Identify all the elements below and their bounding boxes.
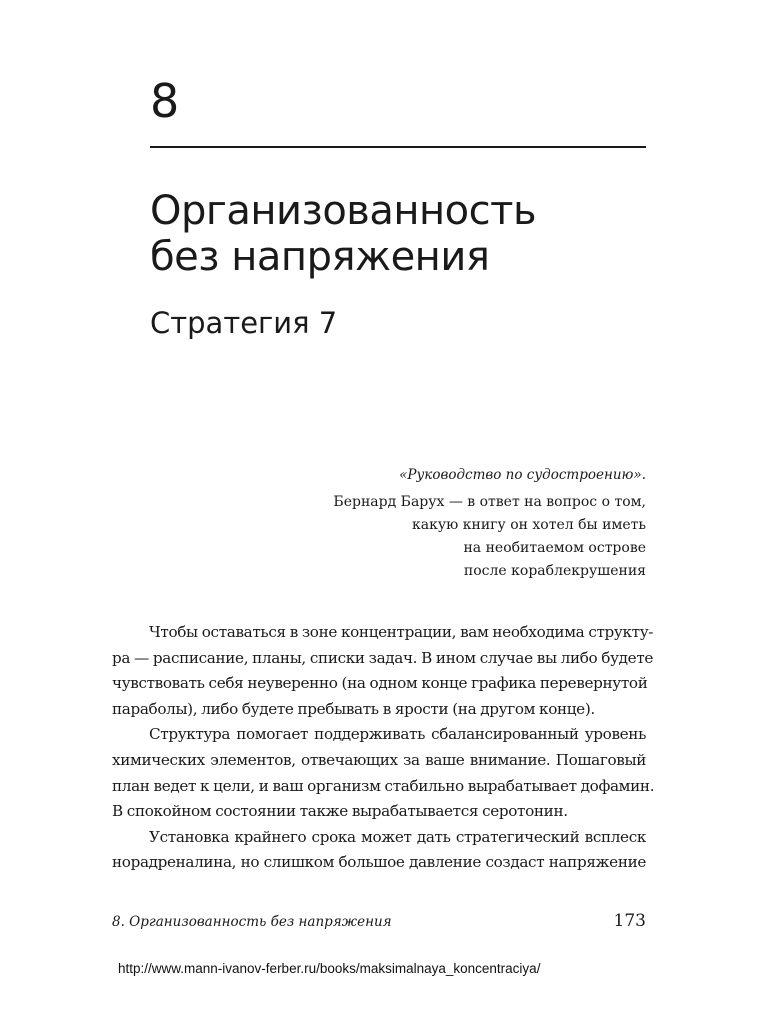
body-line: химических элементов, отвечающих за ваше внимание. Пошаговый xyxy=(112,750,646,769)
body-text xyxy=(112,620,655,876)
body-line: план ведет к цели, и ваш организм стабильно вырабатывает дофамин. xyxy=(112,776,655,795)
body-line: Структура помогает поддерживать сбалансированный уровень xyxy=(149,725,646,744)
page-number: 173 xyxy=(613,911,646,931)
chapter-title-line: без напряжения xyxy=(150,234,490,280)
epigraph-attribution-line: на необитаемом острове xyxy=(463,540,646,556)
body-line: ра — расписание, планы, списки задач. В ином случае вы либо будете xyxy=(112,648,654,667)
body-line: параболы), либо будете пребывать в ярости (на другом конце). xyxy=(112,699,595,718)
body-line: Установка крайнего срока может дать стратегический всплеск xyxy=(149,827,646,846)
chapter-title xyxy=(150,188,670,280)
running-footer-title: 8. Организованность без напряжения xyxy=(112,914,392,930)
body-line: чувствовать себя неуверенно (на одном конце графика перевернутой xyxy=(112,674,648,693)
chapter-subtitle: Стратегия 7 xyxy=(150,306,338,340)
epigraph xyxy=(333,464,646,583)
epigraph-attribution-line: после кораблекрушения xyxy=(463,563,646,579)
chapter-divider xyxy=(150,146,646,148)
body-line: норадреналина, но слишком большое давление создаст напряжение xyxy=(112,853,646,872)
source-url-link[interactable]: http://www.mann-ivanov-ferber.ru/books/maksimalnaya_koncentraciya/ xyxy=(118,961,541,976)
epigraph-attribution-line: какую книгу он хотел бы иметь xyxy=(412,517,646,533)
epigraph-quote: «Руководство по судостроению». xyxy=(399,467,646,483)
body-line: В спокойном состоянии также вырабатывается серотонин. xyxy=(112,802,568,821)
chapter-number: 8 xyxy=(150,74,180,128)
chapter-title-line: Организованность xyxy=(150,188,537,234)
epigraph-attribution-line: Бернард Барух — в ответ на вопрос о том, xyxy=(333,494,646,510)
body-line: Чтобы оставаться в зоне концентрации, вам необходима структу- xyxy=(149,623,654,641)
